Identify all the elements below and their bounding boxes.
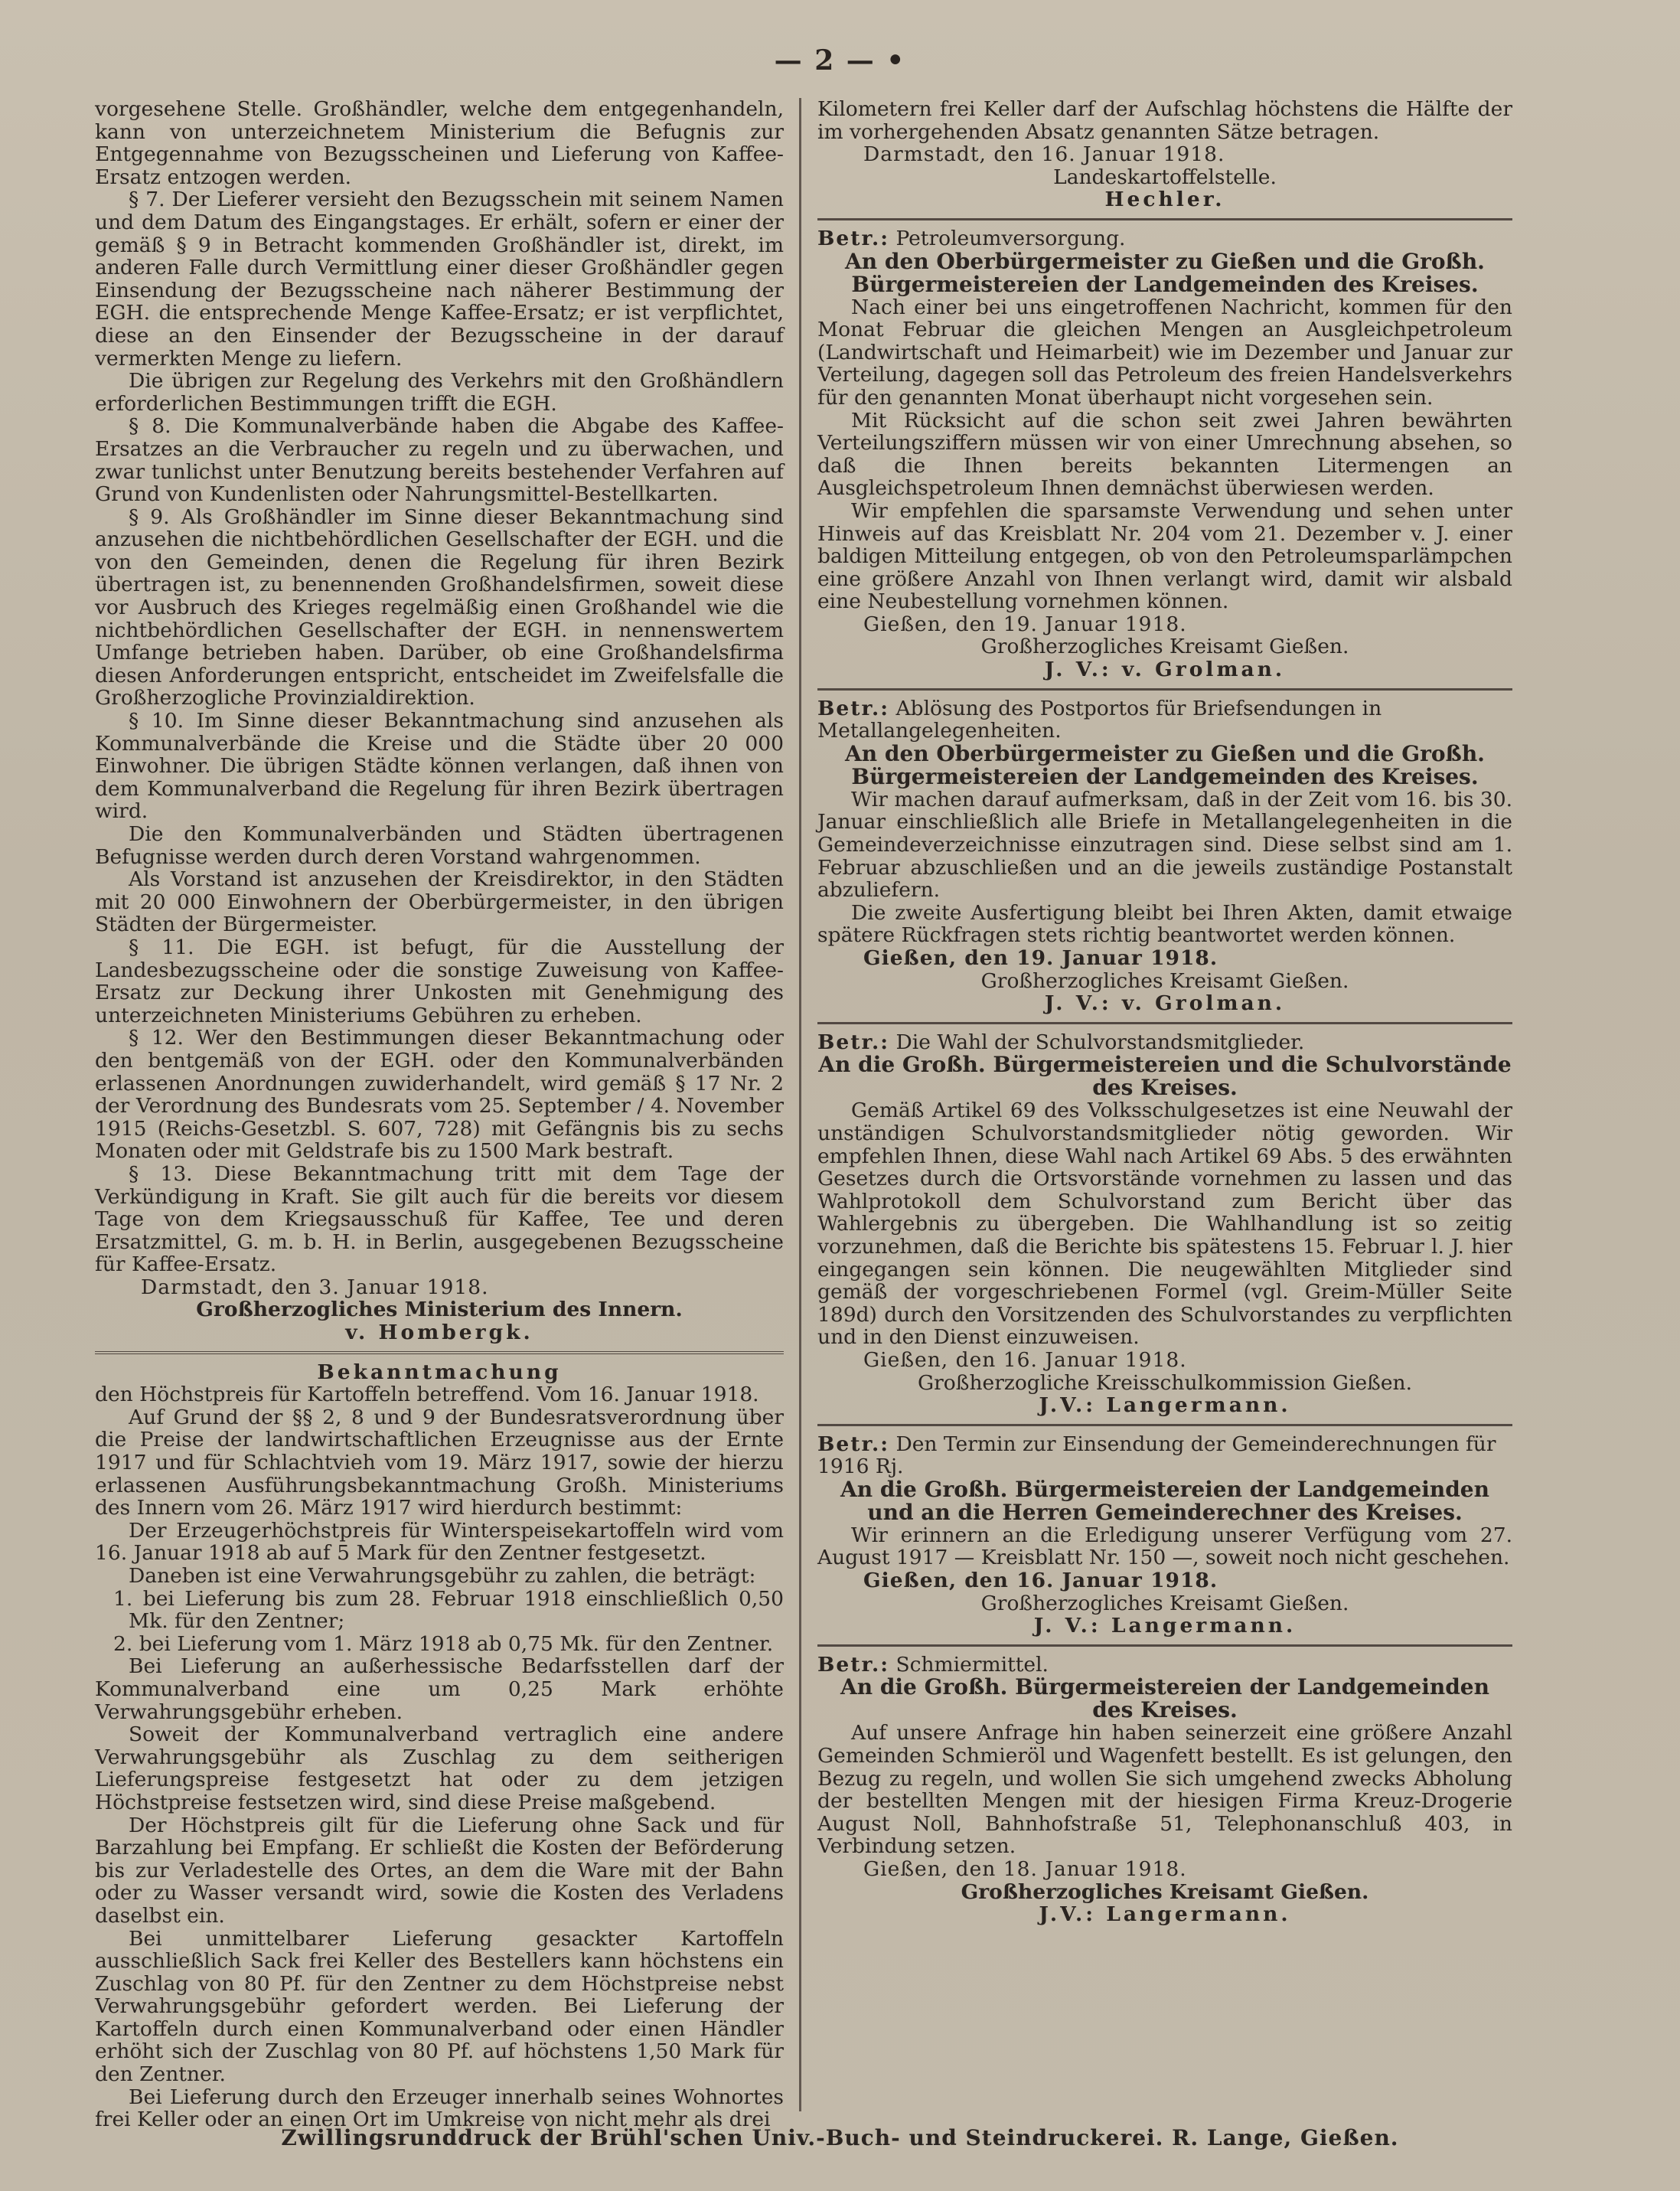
subject-text: Petroleumversorgung. [895, 226, 1126, 250]
section-divider [817, 688, 1512, 691]
section-divider [817, 1424, 1512, 1426]
paragraph: Gemäß Artikel 69 des Volksschulgesetzes ist eine Neuwahl der unständigen Schulvorstandsmitglieder nötig geworden. Wir empfehlen Ihnen, diese Wahl nach Artikel 69 Abs. 5 des erwähnten Gesetzes durch die Ortsvorstände vornehmen zu lassen und das Wahlprotokoll dem Schulvorstand zum Bericht über das Wahlergebnis zu übergeben. Die Wahlhandlung ist so zeitig vorzunehmen, daß die Berichte bis spätestens 15. Februar l. J. hier eingegangen sein können. Die neugewählten Mitglieder sind gemäß der vorgeschriebenen Formel (vgl. Greim-Müller Seite 189d) durch den Vorsitzenden des Schulvorstandes zu verpflichten und in den Dienst einzuweisen. [817, 1099, 1512, 1350]
authority: Großherzogliches Kreisamt Gießen. [980, 968, 1349, 993]
paragraph: Auf unsere Anfrage hin haben seinerzeit eine größere Anzahl Gemeinden Schmieröl und Wagenfett bestellt. Es ist gelungen, den Bezug zu regeln, und wollen Sie sich umgehend zwecks Abholung der bestellten Mengen mit der hiesigen Firma Kreuz-Drogerie August Noll, Bahnhofstraße 51, Telephonanschluß 403, in Verbindung setzen. [817, 1721, 1512, 1859]
paragraph: Kilometern frei Keller darf der Aufschlag höchstens die Hälfte der im vorhergehenden Absatz genannten Sätze betragen. [817, 97, 1512, 144]
paragraph: Daneben ist eine Verwahrungsgebühr zu zahlen, die beträgt: [129, 1564, 756, 1588]
left-column [95, 98, 784, 2131]
subject-label: Betr.: [817, 1432, 890, 1456]
section-divider [95, 1351, 784, 1354]
authority: Großherzogliches Ministerium des Innern. [196, 1298, 683, 1322]
subject-line [817, 1031, 1512, 1054]
paragraph: Soweit der Kommunalverband vertraglich eine andere Verwahrungsgebühr als Zuschlag zu dem seitherigen Lieferungspreise festgesetzt hat oder zu dem jetzigen Höchstpreise festsetzen wird, sind diese Preise maßgebend. [95, 1722, 784, 1814]
authority: Großherzogliches Kreisamt Gießen. [980, 635, 1349, 659]
signature: J.V.: Langermann. [1039, 1902, 1291, 1927]
subject-line [817, 227, 1512, 250]
paragraph: Als Vorstand ist anzusehen der Kreisdirektor, in den Städten mit 20 000 Einwohnern der Oberbürgermeister, in den übrigen Städten der Bürgermeister. [95, 867, 784, 937]
paragraph: Bei Lieferung durch den Erzeuger innerhalb seines Wohnortes frei Keller oder an einen Ort im Umkreise von nicht mehr als drei [95, 2085, 784, 2132]
paragraph: Nach einer bei uns eingetroffenen Nachricht, kommen für den Monat Februar die gleichen Mengen an Ausgleichpetroleum (Landwirtschaft und Heimarbeit) wie im Dezember und Januar zur Verteilung, dagegen soll das Petroleum des freien Handelsverkehrs für den genannten Monat überhaupt nicht vorgesehen sein. [817, 295, 1512, 410]
section-divider [817, 1022, 1512, 1024]
subject-text: Die Wahl der Schulvorstandsmitglieder. [895, 1030, 1305, 1054]
column-divider [799, 98, 801, 2111]
authority: Großherzogliche Kreisschulkommission Gießen. [917, 1370, 1413, 1395]
signature: J. V.: Langermann. [1033, 1614, 1297, 1638]
signature: J.V.: Langermann. [1039, 1393, 1291, 1418]
section-divider [817, 1644, 1512, 1647]
subheading: den Höchstpreis für Kartoffeln betreffend. Vom 16. Januar 1918. [95, 1383, 759, 1407]
paragraph: Die zweite Ausfertigung bleibt bei Ihren Akten, damit etwaige spätere Rückfragen stets richtig beantwortet werden können. [817, 900, 1512, 948]
place-date: Darmstadt, den 16. Januar 1918. [863, 142, 1225, 167]
paragraph: vorgesehene Stelle. Großhändler, welche dem entgegenhandeln, kann von unterzeichnetem Ministerium die Befugnis zur Entgegennahme von Bezugsscheinen und Lieferung von Kaffee-Ersatz entzogen werden. [95, 97, 784, 189]
place-date: Gießen, den 16. Januar 1918. [863, 1347, 1187, 1372]
signature: v. Hombergk. [345, 1321, 533, 1345]
list-item: 2. bei Lieferung vom 1. März 1918 ab 0,75 Mk. für den Zentner. [113, 1631, 774, 1656]
section-heading: Bekanntmachung [317, 1360, 562, 1384]
signature: J. V.: v. Grolman. [1044, 658, 1286, 682]
paragraph: Wir erinnern an die Erledigung unserer Verfügung vom 27. August 1917 — Kreisblatt Nr. 150 —, soweit noch nicht geschehen. [817, 1523, 1512, 1570]
paragraph: § 9. Als Großhändler im Sinne dieser Bekanntmachung sind anzusehen die nichtbehördlichen Gesellschafter der EGH. und die von den Gemeinden, denen die Regelung für ihren Bezirk übertragen ist, zu benennenden Großhandelsfirmen, soweit diese vor Ausbruch des Krieges regelmäßig einen Großhandel wie die nichtbehördlichen Gesellschafter der EGH. in nennenswertem Umfange betrieben haben. Darüber, ob eine Großhandelsfirma diesen Anforderungen entspricht, entscheidet im Zweifelsfalle die Großherzogliche Provinzialdirektion. [95, 504, 784, 710]
subject-label: Betr.: [817, 1652, 890, 1677]
subject-line [817, 697, 1512, 743]
addressee: An die Großh. Bürgermeistereien der Landgemeinden des Kreises. [840, 1674, 1489, 1723]
right-column [817, 98, 1512, 1926]
authority: Großherzogliches Kreisamt Gießen. [980, 1591, 1349, 1615]
paragraph: § 10. Im Sinne dieser Bekanntmachung sind anzusehen als Kommunalverbände die Kreise und die Städte über 20 000 Einwohner. Die übrigen Städte können verlangen, daß ihnen von dem Kommunalverband die Regelung für ihren Bezirk übertragen wird. [95, 709, 784, 824]
paragraph: Bei Lieferung an außerhessische Bedarfsstellen darf der Kommunalverband eine um 0,25 Mark erhöhte Verwahrungsgebühr erheben. [95, 1654, 784, 1724]
subject-line [817, 1433, 1512, 1478]
signature: Hechler. [1104, 188, 1225, 212]
authority: Großherzogliches Kreisamt Gießen. [961, 1879, 1369, 1904]
paragraph: Mit Rücksicht auf die schon seit zwei Jahren bewährten Verteilungsziffern müssen wir von einer Umrechnung absehen, so daß die Ihnen bereits bekannten Litermengen an Ausgleichspetroleum Ihnen demnächst überwiesen werden. [817, 408, 1512, 501]
place-date: Darmstadt, den 3. Januar 1918. [141, 1275, 489, 1299]
paragraph: Der Höchstpreis gilt für die Lieferung ohne Sack und für Barzahlung bei Empfang. Er schließt die Kosten der Beförderung bis zur Verladestelle des Ortes, an dem die Ware mit der Bahn oder zu Wasser versandt wird, sowie die Kosten des Verladens daselbst ein. [95, 1813, 784, 1928]
paragraph: § 11. Die EGH. ist befugt, für die Ausstellung der Landesbezugsscheine oder die sonstige Zuweisung von Kaffee-Ersatz zur Deckung ihrer Unkosten mit Genehmigung des unterzeichneten Ministeriums Gebühren zu erheben. [95, 935, 784, 1027]
list-item: 1. bei Lieferung bis zum 28. Februar 1918 einschließlich 0,50 Mk. für den Zentner; [113, 1586, 784, 1634]
subject-text: Schmiermittel. [895, 1652, 1049, 1677]
place-date: Gießen, den 19. Januar 1918. [863, 612, 1187, 636]
subject-text: Den Termin zur Einsendung der Gemeinderechnungen für 1916 Rj. [817, 1432, 1496, 1479]
addressee: An die Großh. Bürgermeistereien der Landgemeinden und an die Herren Gemeinderechner des Kreises. [840, 1476, 1489, 1525]
subject-label: Betr.: [817, 696, 890, 720]
addressee: An den Oberbürgermeister zu Gießen und die Großh. Bürgermeistereien der Landgemeinden des Kreises. [845, 248, 1485, 297]
paragraph: § 13. Diese Bekanntmachung tritt mit dem Tage der Verkündigung in Kraft. Sie gilt auch für die bereits vor diesem Tage von dem Kriegsausschuß für Kaffee, Tee und deren Ersatzmittel, G. m. b. H. in Berlin, ausgegebenen Bezugsscheine für Kaffee-Ersatz. [95, 1161, 784, 1277]
paragraph: Die den Kommunalverbänden und Städten übertragenen Befugnisse werden durch deren Vorstand wahrgenommen. [95, 822, 784, 869]
place-date: Gießen, den 16. Januar 1918. [863, 1569, 1218, 1593]
subject-label: Betr.: [817, 226, 890, 250]
section-divider [817, 218, 1512, 220]
place-date: Gießen, den 18. Januar 1918. [863, 1857, 1187, 1881]
paragraph: § 7. Der Lieferer versieht den Bezugsschein mit seinem Namen und dem Datum des Eingangstages. Er erhält, sofern er einer der gemäß § 9 in Betracht kommenden Großhändler ist, direkt, im anderen Falle durch Vermittlung einer dieser Großhändler gegen Einsendung der Bezugsscheine nach näherer Bestimmung der EGH. die entsprechende Menge Kaffee-Ersatz; er ist verpflichtet, diese an den Einsender der Bezugsscheine in der darauf vermerkten Menge zu liefern. [95, 188, 784, 371]
authority: Landeskartoffelstelle. [1053, 165, 1277, 189]
paragraph: § 8. Die Kommunalverbände haben die Abgabe des Kaffee-Ersatzes an die Verbraucher zu regeln und zu überwachen, und zwar tunlichst unter Benutzung bereits bestehender Verfahren auf Grund von Kundenlisten oder Nahrungsmittel-Bestellkarten. [95, 414, 784, 507]
paragraph: § 12. Wer den Bestimmungen dieser Bekanntmachung oder den bentgemäß von der EGH. oder den Kommunalverbänden erlassenen Anordnungen zuwiderhandelt, wird gemäß § 17 Nr. 2 der Verordnung des Bundesrats vom 25. September / 4. November 1915 (Reichs-Gesetzbl. S. 607, 728) mit Gefängnis bis zu sechs Monaten oder mit Geldstrafe bis zu 1500 Mark bestraft. [95, 1026, 784, 1164]
page-number: — 2 — • [774, 44, 906, 77]
paragraph: Wir machen darauf aufmerksam, daß in der Zeit vom 16. bis 30. Januar einschließlich alle Briefe in Metallangelegenheiten in die Gemeindeverzeichnisse einzutragen sind. Diese selbst sind am 1. Februar abzuschließen und an die jeweils zuständige Postanstalt abzuliefern. [817, 787, 1512, 903]
paragraph: Bei unmittelbarer Lieferung gesackter Kartoffeln ausschließlich Sack frei Keller des Bestellers kann höchstens ein Zuschlag von 80 Pf. für den Zentner zu dem Höchstpreise nebst Verwahrungsgebühr gefordert werden. Bei Lieferung der Kartoffeln durch einen Kommunalverband oder einen Händler erhöht sich der Zuschlag von 80 Pf. auf höchstens 1,50 Mark für den Zentner. [95, 1926, 784, 2087]
paragraph: Wir empfehlen die sparsamste Verwendung und sehen unter Hinweis auf das Kreisblatt Nr. 204 vom 21. Dezember v. J. einer baldigen Mitteilung entgegen, ob von den Petroleumsparlämpchen eine größere Anzahl von Ihnen verlangt wird, damit wir alsbald eine Neubestellung vornehmen können. [817, 498, 1512, 614]
printer-imprint: Zwillingsrunddruck der Brühl'schen Univ.-Buch- und Steindruckerei. R. Lange, Gießen. [281, 2125, 1399, 2150]
addressee: An den Oberbürgermeister zu Gießen und die Großh. Bürgermeistereien der Landgemeinden des Kreises. [845, 740, 1485, 789]
addressee: An die Großh. Bürgermeistereien und die Schulvorstände des Kreises. [818, 1052, 1512, 1101]
subject-label: Betr.: [817, 1030, 890, 1054]
paragraph: Die übrigen zur Regelung des Verkehrs mit den Großhändlern erforderlichen Bestimmungen trifft die EGH. [95, 369, 784, 416]
paragraph: Der Erzeugerhöchstpreis für Winterspeisekartoffeln wird vom 16. Januar 1918 ab auf 5 Mark für den Zentner festgesetzt. [95, 1518, 784, 1566]
signature: J. V.: v. Grolman. [1044, 991, 1286, 1016]
paragraph: Auf Grund der §§ 2, 8 und 9 der Bundesratsverordnung über die Preise der landwirtschaftlichen Erzeugnisse aus der Ernte 1917 und für Schlachtvieh vom 19. März 1917, sowie der hierzu erlassenen Ausführungsbekanntmachung Großh. Ministeriums des Innern vom 26. März 1917 wird hierdurch bestimmt: [95, 1405, 784, 1520]
subject-text: Ablösung des Postportos für Briefsendungen in Metallangelegenheiten. [817, 696, 1382, 743]
subject-line [817, 1654, 1512, 1677]
place-date: Gießen, den 19. Januar 1918. [863, 946, 1218, 970]
